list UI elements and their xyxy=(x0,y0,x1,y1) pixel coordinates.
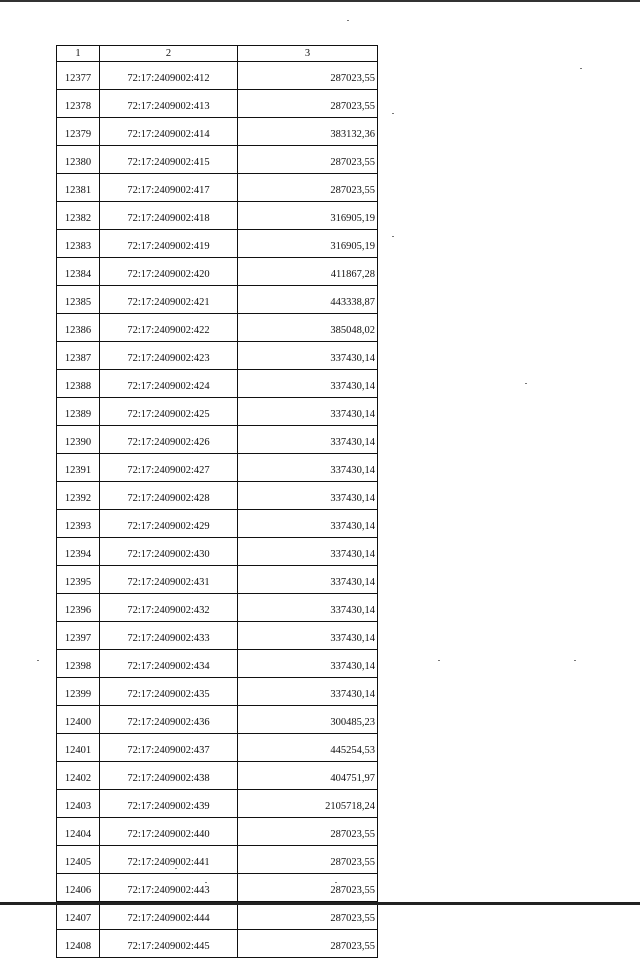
cadastral-number-cell: 72:17:2409002:420 xyxy=(100,258,238,286)
table-row xyxy=(57,314,378,342)
table-row xyxy=(57,902,378,930)
table-row xyxy=(57,762,378,790)
cadastral-number-cell: 72:17:2409002:423 xyxy=(100,342,238,370)
row-number-cell: 12386 xyxy=(57,314,100,342)
cadastral-value-cell: 316905,19 xyxy=(238,230,378,258)
row-number-cell: 12390 xyxy=(57,426,100,454)
cadastral-value-cell: 287023,55 xyxy=(238,818,378,846)
row-number-cell: 12379 xyxy=(57,118,100,146)
cadastral-number-cell: 72:17:2409002:421 xyxy=(100,286,238,314)
cadastral-number-cell: 72:17:2409002:433 xyxy=(100,622,238,650)
cadastral-value-cell: 287023,55 xyxy=(238,874,378,902)
cadastral-number-cell: 72:17:2409002:418 xyxy=(100,202,238,230)
table-row xyxy=(57,594,378,622)
scan-speck xyxy=(392,236,394,237)
scan-speck xyxy=(392,113,394,114)
row-number-cell: 12395 xyxy=(57,566,100,594)
table-row xyxy=(57,482,378,510)
row-number-cell: 12408 xyxy=(57,930,100,958)
row-number-cell: 12404 xyxy=(57,818,100,846)
cadastral-value-cell: 445254,53 xyxy=(238,734,378,762)
table-row xyxy=(57,342,378,370)
cadastral-value-cell: 337430,14 xyxy=(238,454,378,482)
column-header-1: 1 xyxy=(57,46,100,62)
cadastral-number-cell: 72:17:2409002:429 xyxy=(100,510,238,538)
cadastral-value-cell: 337430,14 xyxy=(238,482,378,510)
row-number-cell: 12398 xyxy=(57,650,100,678)
row-number-cell: 12403 xyxy=(57,790,100,818)
table-row xyxy=(57,734,378,762)
cadastral-value-cell: 287023,55 xyxy=(238,62,378,90)
cadastral-value-table xyxy=(56,45,378,958)
cadastral-number-cell: 72:17:2409002:428 xyxy=(100,482,238,510)
cadastral-value-cell: 383132,36 xyxy=(238,118,378,146)
table-row xyxy=(57,230,378,258)
cadastral-number-cell: 72:17:2409002:431 xyxy=(100,566,238,594)
cadastral-value-cell: 411867,28 xyxy=(238,258,378,286)
cadastral-number-cell: 72:17:2409002:441 xyxy=(100,846,238,874)
cadastral-value-cell: 337430,14 xyxy=(238,398,378,426)
cadastral-value-cell: 287023,55 xyxy=(238,146,378,174)
table-row xyxy=(57,650,378,678)
cadastral-value-cell: 337430,14 xyxy=(238,622,378,650)
table-row xyxy=(57,286,378,314)
cadastral-value-cell: 287023,55 xyxy=(238,90,378,118)
row-number-cell: 12393 xyxy=(57,510,100,538)
row-number-cell: 12405 xyxy=(57,846,100,874)
cadastral-number-cell: 72:17:2409002:424 xyxy=(100,370,238,398)
cadastral-number-cell: 72:17:2409002:412 xyxy=(100,62,238,90)
row-number-cell: 12384 xyxy=(57,258,100,286)
cadastral-number-cell: 72:17:2409002:422 xyxy=(100,314,238,342)
table-row xyxy=(57,454,378,482)
table-row xyxy=(57,790,378,818)
row-number-cell: 12400 xyxy=(57,706,100,734)
table-row xyxy=(57,846,378,874)
cadastral-number-cell: 72:17:2409002:415 xyxy=(100,146,238,174)
table-row xyxy=(57,202,378,230)
row-number-cell: 12388 xyxy=(57,370,100,398)
cadastral-value-cell: 337430,14 xyxy=(238,426,378,454)
row-number-cell: 12399 xyxy=(57,678,100,706)
cadastral-value-cell: 337430,14 xyxy=(238,370,378,398)
cadastral-value-cell: 2105718,24 xyxy=(238,790,378,818)
cadastral-number-cell: 72:17:2409002:434 xyxy=(100,650,238,678)
scan-speck xyxy=(574,660,576,661)
cadastral-number-cell: 72:17:2409002:436 xyxy=(100,706,238,734)
scan-speck xyxy=(525,383,527,384)
row-number-cell: 12394 xyxy=(57,538,100,566)
cadastral-value-cell: 337430,14 xyxy=(238,594,378,622)
row-number-cell: 12378 xyxy=(57,90,100,118)
table-row xyxy=(57,818,378,846)
scan-speck xyxy=(347,20,349,21)
cadastral-number-cell: 72:17:2409002:437 xyxy=(100,734,238,762)
cadastral-number-cell: 72:17:2409002:413 xyxy=(100,90,238,118)
table-row xyxy=(57,62,378,90)
cadastral-value-cell: 287023,55 xyxy=(238,174,378,202)
table-row xyxy=(57,174,378,202)
table-row xyxy=(57,398,378,426)
table-row xyxy=(57,930,378,958)
cadastral-number-cell: 72:17:2409002:443 xyxy=(100,874,238,902)
cadastral-number-cell: 72:17:2409002:432 xyxy=(100,594,238,622)
cadastral-number-cell: 72:17:2409002:419 xyxy=(100,230,238,258)
table-row xyxy=(57,622,378,650)
scan-speck xyxy=(37,660,39,661)
row-number-cell: 12385 xyxy=(57,286,100,314)
cadastral-value-cell: 287023,55 xyxy=(238,846,378,874)
cadastral-number-cell: 72:17:2409002:435 xyxy=(100,678,238,706)
row-number-cell: 12391 xyxy=(57,454,100,482)
table-row xyxy=(57,678,378,706)
table-row xyxy=(57,706,378,734)
top-edge-rule xyxy=(0,0,640,2)
row-number-cell: 12407 xyxy=(57,902,100,930)
cadastral-number-cell: 72:17:2409002:430 xyxy=(100,538,238,566)
table-row xyxy=(57,118,378,146)
cadastral-number-cell: 72:17:2409002:439 xyxy=(100,790,238,818)
cadastral-number-cell: 72:17:2409002:438 xyxy=(100,762,238,790)
row-number-cell: 12397 xyxy=(57,622,100,650)
cadastral-number-cell: 72:17:2409002:444 xyxy=(100,902,238,930)
row-number-cell: 12396 xyxy=(57,594,100,622)
row-number-cell: 12380 xyxy=(57,146,100,174)
cadastral-value-cell: 337430,14 xyxy=(238,678,378,706)
table-row xyxy=(57,146,378,174)
cadastral-value-cell: 287023,55 xyxy=(238,902,378,930)
cadastral-number-cell: 72:17:2409002:445 xyxy=(100,930,238,958)
cadastral-number-cell: 72:17:2409002:426 xyxy=(100,426,238,454)
row-number-cell: 12383 xyxy=(57,230,100,258)
row-number-cell: 12387 xyxy=(57,342,100,370)
row-number-cell: 12392 xyxy=(57,482,100,510)
row-number-cell: 12406 xyxy=(57,874,100,902)
cadastral-number-cell: 72:17:2409002:440 xyxy=(100,818,238,846)
table-row xyxy=(57,90,378,118)
row-number-cell: 12389 xyxy=(57,398,100,426)
cadastral-value-cell: 443338,87 xyxy=(238,286,378,314)
table-row xyxy=(57,510,378,538)
cadastral-number-cell: 72:17:2409002:427 xyxy=(100,454,238,482)
row-number-cell: 12402 xyxy=(57,762,100,790)
table-row xyxy=(57,538,378,566)
cadastral-value-cell: 287023,55 xyxy=(238,930,378,958)
cadastral-number-cell: 72:17:2409002:417 xyxy=(100,174,238,202)
table-body xyxy=(57,62,378,958)
table-row xyxy=(57,258,378,286)
column-header-3: 3 xyxy=(238,46,378,62)
table-row xyxy=(57,874,378,902)
row-number-cell: 12401 xyxy=(57,734,100,762)
cadastral-value-cell: 337430,14 xyxy=(238,566,378,594)
cadastral-value-cell: 385048,02 xyxy=(238,314,378,342)
scan-speck xyxy=(438,660,440,661)
cadastral-value-cell: 316905,19 xyxy=(238,202,378,230)
row-number-cell: 12381 xyxy=(57,174,100,202)
cadastral-value-cell: 404751,97 xyxy=(238,762,378,790)
cadastral-value-cell: 337430,14 xyxy=(238,650,378,678)
cadastral-value-cell: 337430,14 xyxy=(238,342,378,370)
table-row xyxy=(57,566,378,594)
row-number-cell: 12377 xyxy=(57,62,100,90)
scan-speck xyxy=(580,68,582,69)
cadastral-value-cell: 337430,14 xyxy=(238,538,378,566)
table-row xyxy=(57,426,378,454)
cadastral-number-cell: 72:17:2409002:414 xyxy=(100,118,238,146)
table-header-row xyxy=(57,46,378,62)
row-number-cell: 12382 xyxy=(57,202,100,230)
cadastral-value-cell: 337430,14 xyxy=(238,510,378,538)
column-header-2: 2 xyxy=(100,46,238,62)
table-row xyxy=(57,370,378,398)
cadastral-value-cell: 300485,23 xyxy=(238,706,378,734)
cadastral-number-cell: 72:17:2409002:425 xyxy=(100,398,238,426)
